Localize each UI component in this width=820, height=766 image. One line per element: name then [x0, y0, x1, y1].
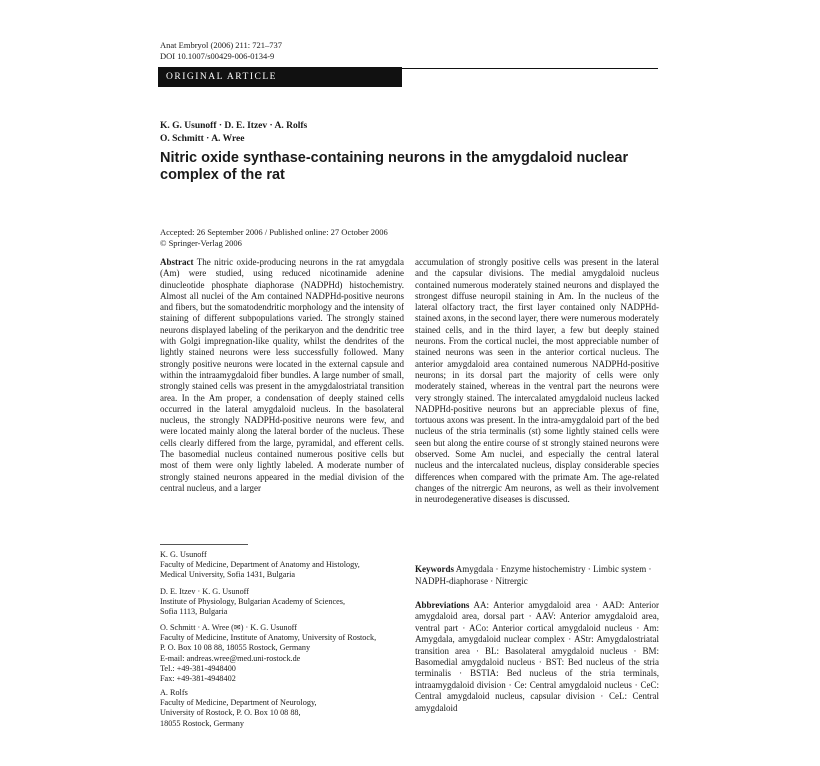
- affiliation-1: [160, 550, 404, 581]
- keywords: [415, 564, 659, 587]
- affiliation-line: 18055 Rostock, Germany: [160, 718, 244, 728]
- phone-line: Tel.: +49-381-4948400: [160, 663, 236, 673]
- abstract-heading: Abstract: [160, 257, 194, 267]
- affiliation-line: P. O. Box 10 08 88, 18055 Rostock, Germany: [160, 643, 311, 653]
- affiliation-3: [160, 623, 404, 684]
- affiliation-line: Faculty of Medicine, Department of Anatomy and Histology,: [160, 560, 360, 570]
- affiliation-line: D. E. Itzev · K. G. Usunoff: [160, 587, 249, 596]
- affiliation-2: [160, 587, 404, 618]
- footnote-rule: [160, 544, 248, 545]
- affiliation-line: A. Rolfs: [160, 688, 188, 697]
- doi-line: DOI 10.1007/s00429-006-0134-9: [160, 51, 275, 61]
- affiliation-line: Sofia 1113, Bulgaria: [160, 607, 228, 617]
- authors-line-2: O. Schmitt · A. Wree: [160, 134, 245, 144]
- affiliation-line: University of Rostock, P. O. Box 10 08 88,: [160, 708, 301, 718]
- abstract-right-column: [415, 257, 659, 506]
- publication-dates: [160, 227, 388, 248]
- affiliation-line: Institute of Physiology, Bulgarian Academy of Sciences,: [160, 597, 346, 607]
- copyright-line: © Springer-Verlag 2006: [160, 237, 242, 248]
- section-label: ORIGINAL ARTICLE: [158, 67, 402, 87]
- journal-citation: [160, 40, 282, 62]
- abstract-left-column: [160, 257, 404, 494]
- author-list: [160, 120, 307, 146]
- affiliation-4: [160, 688, 404, 729]
- abbreviations: [415, 600, 659, 714]
- affiliation-line: Medical University, Sofia 1431, Bulgaria: [160, 570, 295, 580]
- abbreviations-heading: Abbreviations: [415, 600, 470, 610]
- article-title: Nitric oxide synthase-containing neurons in the amygdaloid nuclear complex of the rat: [160, 150, 629, 183]
- journal-line: Anat Embryol (2006) 211: 721–737: [160, 40, 282, 50]
- abbreviations-text: AA: Anterior amygdaloid area · AAD: Anterior amygdaloid area, dorsal part · AAV: Anterior amygdaloid area, ventral part · ACo: Anterior cortical amygdaloid nucleus · Am: Amygdala, amygdaloid nuclear complex · AStr: Amygdalostriatal transition area · BL: Basolateral amygdaloid nucleus · BM: Basomedial amygdaloid nucleus · BST: Bed nucleus of the stria terminalis · BSTIA: Bed nucleus of the stria terminals, intraamygdaloid division · Ce: Central amygdaloid nucleus · CeC: Central amygdaloid nucleus, capsular division · CeL: Central amygdaloid: [415, 600, 659, 713]
- affiliation-line: Faculty of Medicine, Department of Neurology,: [160, 698, 317, 708]
- dates-line-1: Accepted: 26 September 2006 / Published online: 27 October 2006: [160, 227, 388, 237]
- section-bar: [158, 67, 658, 87]
- authors-line-1: K. G. Usunoff · D. E. Itzev · A. Rolfs: [160, 121, 308, 131]
- email-line: E-mail: andreas.wree@med.uni-rostock.de: [160, 653, 301, 663]
- affiliation-line: K. G. Usunoff: [160, 550, 207, 559]
- keywords-text: Amygdala · Enzyme histochemistry · Limbic system · NADPH-diaphorase · Nitrergic: [415, 564, 652, 586]
- abstract-text-left: The nitric oxide-producing neurons in the rat amygdala (Am) were studied, using reduced nicotinamide adenine dinucleotide phosphate diaphorase (NADPHd) histochemistry. Almost all nuclei of the Am contained NADPHd-positive neurons and fibers, but the somatodendritic morphology and the intensity of staining of different subpopulations varied. The strongly stained neurons displayed labeling of the perikaryon and the dendritic tree with Golgi impregnation-like quality, whilst the dendrites of the lightly stained neurons were less successfully followed. Many strongly positive neurons were located in the external capsule and within the intraamygdaloid fiber bundles. A large number of small, strongly stained cells was present in the amygdalostriatal transition area. In the Am proper, a condensation of deeply stained cells occurred in the lateral amygdaloid nucleus. In the basolateral nucleus, the strongly NADPHd-positive neurons were few, and were located mainly along the lateral border of the nucleus. These cells clearly differed from the large, pyramidal, and efferent cells. The basomedial nucleus contained numerous positive cells but most of them were only lightly labeled. A moderate number of strongly stained neurons appeared in the medial division of the central nucleus, and a larger: [160, 257, 405, 493]
- abstract-text-right: accumulation of strongly positive cells was present in the lateral and the capsular divisions. The medial amygdaloid nucleus contained numerous moderately stained neurons and displayed the strongest diffuse neuropil staining in Am. In the nucleus of the lateral olfactory tract, the first layer contained only NADPHd-stained axons, in the second layer, there were numerous moderately stained cells, and in the third layer, a few but deeply stained neurons. From the cortical nuclei, the most appreciable number of stained neurons was seen in the anterior cortical nucleus. The anterior amygdaloid area contained numerous NADPHd-positive neurons; in its dorsal part the majority of cells were only moderately stained, whereas in the ventral part the neurons were very strongly stained. The intercalated amygdaloid nucleus lacked NADPHd-positive neurons but an appreciable plexus of fine, tortuous axons was present. In the intra-amygdaloid part of the bed nucleus of the stria terminalis (st) some lightly stained cells were seen but along the entire course of st strongly stained neurons were observed. Some Am nuclei, and especially the central lateral nucleus and the intercalated nucleus, display considerable species differences when compared with the primate Am. The age-related changes of the nitrergic Am neurons, as well as their involvement in neurodegenerative diseases is discussed.: [415, 257, 659, 505]
- affiliation-line: O. Schmitt · A. Wree (✉) · K. G. Usunoff: [160, 623, 297, 632]
- affiliation-line: Faculty of Medicine, Institute of Anatomy, University of Rostock,: [160, 633, 377, 643]
- fax-line: Fax: +49-381-4948402: [160, 674, 236, 684]
- keywords-heading: Keywords: [415, 564, 454, 574]
- section-rule: [402, 68, 658, 69]
